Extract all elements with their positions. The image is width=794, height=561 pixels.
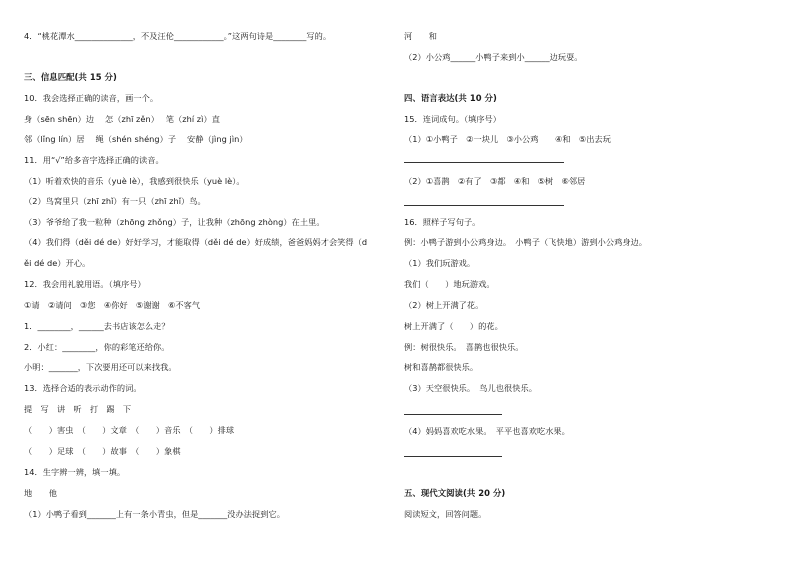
- q15-item-2: （2）①喜鹊 ②有了 ③都 ④和 ⑤树 ⑥邻居: [404, 176, 586, 186]
- q16-example-1: 例：小鸭子游到小公鸡身边。 小鸭子（飞快地）游到小公鸡身边。: [404, 237, 648, 247]
- q16-item-1-fill: 我们（ ）地玩游戏。: [404, 279, 495, 289]
- q14-item-1: （1）小鸭子看到_______上有一条小青虫，但是_______没办法捉到它。: [24, 509, 285, 519]
- section-4-heading: 四、语言表达(共 10 分): [404, 93, 497, 103]
- question-4: 4．“桃花潭水______________，不及汪伦____________。”这两句诗是________写的。: [24, 31, 332, 41]
- answer-line: [404, 414, 502, 415]
- answer-line: [404, 456, 502, 457]
- question-14: 14．生字辨一辨，填一填。: [24, 467, 126, 477]
- q11-item-1: （1）听着欢快的音乐（yuè lè），我感到很快乐（yuè lè）。: [24, 176, 245, 186]
- q11-item-2: （2）鸟窝里只（zhī zhǐ）有一只（zhī zhǐ）鸟。: [24, 196, 206, 206]
- answer-line: [404, 162, 564, 163]
- q12-item-2: 2．小红：________，你的彩笔还给你。: [24, 342, 170, 352]
- q16-item-4: （4）妈妈喜欢吃水果。 平平也喜欢吃水果。: [404, 426, 570, 436]
- q13-row-1: （ ）害虫 （ ）文章 （ ）音乐 （ ）排球: [24, 425, 235, 435]
- answer-line: [404, 205, 564, 206]
- pinyin-row-1: 身（sēn shēn）边 怎（zhī zěn） 笔（zhí zì）直: [24, 114, 220, 124]
- q13-row-2: （ ）足球 （ ）故事 （ ）象棋: [24, 446, 181, 456]
- q16-item-2-fill: 树上开满了（ ）的花。: [404, 321, 503, 331]
- q16-item-2: （2）树上开满了花。: [404, 300, 484, 310]
- q14-chars-2: 河 和: [404, 31, 437, 41]
- question-16: 16．照样子写句子。: [404, 217, 481, 227]
- q16-example-2-answer: 树和喜鹊都很快乐。: [404, 362, 479, 372]
- pinyin-row-2: 邻（lǐng lín）居 绳（shén shéng）子 安静（jìng jìn）: [24, 134, 248, 144]
- reading-instruction: 阅读短文，回答问题。: [404, 509, 487, 519]
- q11-item-4: （4）我们得（děi dé de）好好学习，才能取得（děi dé de）好成绩，爸爸妈妈才会笑得（d: [24, 237, 368, 247]
- question-15: 15．连词成句。（填序号）: [404, 114, 502, 124]
- question-12: 12．我会用礼貌用语。（填序号）: [24, 279, 146, 289]
- q11-item-4-cont: ěi dé de）开心。: [24, 258, 91, 268]
- section-5-heading: 五、现代文阅读(共 20 分): [404, 488, 506, 498]
- q16-item-3: （3）天空很快乐。 鸟儿也很快乐。: [404, 383, 537, 393]
- q12-options: ①请 ②请问 ③您 ④你好 ⑤谢谢 ⑥不客气: [24, 300, 201, 310]
- question-10: 10．我会选择正确的读音，画一个。: [24, 93, 159, 103]
- section-3-heading: 三、信息匹配(共 15 分): [24, 72, 117, 82]
- q12-item-2-reply: 小明：_______，下次要用还可以来找我。: [24, 362, 177, 372]
- q15-item-1: （1）①小鸭子 ②一块儿 ③小公鸡 ④和 ⑤出去玩: [404, 134, 611, 144]
- q11-item-3: （3）爷爷给了我一粒种（zhōng zhǒng）子，让我种（zhōng zhòng）在土里。: [24, 217, 325, 227]
- q14-chars-1: 地 他: [24, 488, 57, 498]
- question-13: 13．选择合适的表示动作的词。: [24, 383, 142, 393]
- q14-item-2: （2）小公鸡______小鸭子来到小______边玩耍。: [404, 52, 583, 62]
- q13-words: 提 写 讲 听 打 踢 下: [24, 404, 132, 414]
- q16-item-1: （1）我们玩游戏。: [404, 258, 476, 268]
- q16-example-2: 例：树很快乐。 喜鹊也很快乐。: [404, 342, 524, 352]
- q12-item-1: 1．________，______去书店该怎么走？: [24, 321, 170, 331]
- question-11: 11．用“√”给多音字选择正确的读音。: [24, 155, 164, 165]
